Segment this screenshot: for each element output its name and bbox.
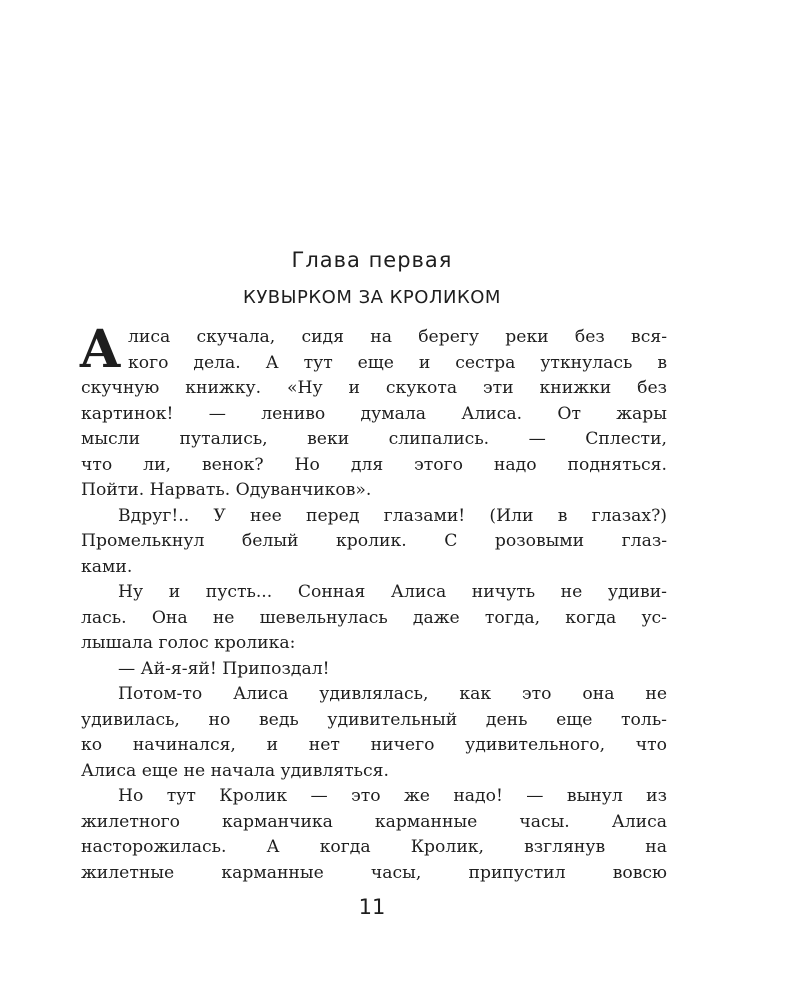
text-line: — Ай-я-яй! Припоздал! bbox=[118, 658, 330, 679]
text-line: скучную книжку. «Ну и скукота эти книжки без bbox=[81, 378, 667, 398]
text-line: насторожилась. А когда Кролик, взглянув на bbox=[81, 837, 667, 857]
text-line: Ну и пусть... Сонная Алиса ничуть не удиви- bbox=[118, 582, 667, 602]
text-line: Но тут Кролик — это же надо! — вынул из bbox=[118, 786, 667, 806]
text-line: Алиса еще не начала удивляться. bbox=[81, 760, 389, 781]
text-line: лышала голос кролика: bbox=[81, 633, 296, 653]
chapter-title: КУВЫРКОМ ЗА КРОЛИКОМ bbox=[243, 287, 501, 308]
text-line: ко начинался, и нет ничего удивительного, что bbox=[81, 735, 667, 755]
body-text bbox=[79, 319, 667, 886]
text-line: Пойти. Нарвать. Одуванчиков». bbox=[81, 480, 372, 500]
chapter-number: Глава первая bbox=[291, 248, 453, 272]
text-line: ками. bbox=[81, 556, 133, 577]
text-line: удивилась, но ведь удивительный день еще толь- bbox=[81, 709, 667, 730]
drop-cap: А bbox=[79, 319, 122, 380]
text-line: что ли, венок? Но для этого надо подняться. bbox=[81, 454, 667, 475]
text-line: Вдруг!.. У нее перед глазами! (Или в глазах?) bbox=[118, 505, 667, 526]
text-line: Потом-то Алиса удивлялась, как это она не bbox=[118, 684, 667, 704]
text-line: картинок! — лениво думала Алиса. От жары bbox=[81, 403, 667, 424]
text-line: кого дела. А тут еще и сестра уткнулась в bbox=[128, 352, 667, 373]
text-line: лиса скучала, сидя на берегу реки без вся- bbox=[128, 327, 667, 347]
text-line: лась. Она не шевельнулась даже тогда, когда ус- bbox=[81, 607, 667, 628]
text-line: жилетного карманчика карманные часы. Алиса bbox=[81, 811, 667, 832]
text-line: жилетные карманные часы, припустил вовсю bbox=[81, 862, 667, 883]
page-number: 11 bbox=[358, 895, 386, 919]
text-line: мысли путались, веки слипались. — Сплести, bbox=[81, 429, 667, 449]
text-line: Промелькнул белый кролик. С розовыми глаз- bbox=[81, 531, 667, 551]
